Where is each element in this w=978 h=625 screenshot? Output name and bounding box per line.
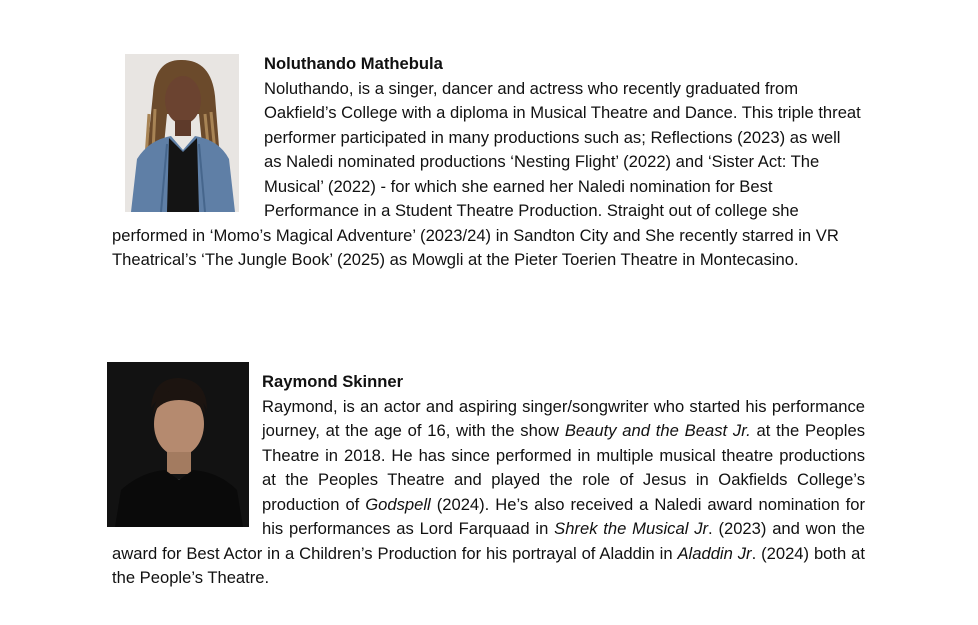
bio-name: Raymond Skinner — [262, 372, 404, 391]
bio-text: Noluthando, is a singer, dancer and actress who recently graduated from Oakfield’s College with a diploma in Musical Theatre and Dance. This triple threat performer participated in many productions such as; Reflections (2023) as well as Naledi nominated productions ‘Nesting Flight’ (2022) and ‘Sister Act: The Musical’ (2022) - for which she earned her Naledi nomination for Best Performance in a Student Theatre Production. Straight out of college she performed in ‘Momo’s Magical Adventure’ (2023/24) in Sandton City and She recently starred in VR Theatrical’s ‘The Jungle Book’ (2025) as Mowgli at the Pieter Toerien Theatre in Montecasino. — [112, 78, 861, 269]
bio-raymond — [112, 370, 865, 591]
bio-text-segment: . (2024) both at the People’s Theatre. — [112, 543, 865, 587]
bio-name: Noluthando Mathebula — [264, 54, 443, 73]
show-title: Shrek the Musical Jr — [554, 519, 709, 538]
portrait-photo-noluthando — [125, 54, 239, 212]
bio-text-segment: at the Peoples Theatre in 2018. He has since performed in multiple musical theatre productions at the Peoples Theatre and played the role of Jesus in Oakfields College’s production of — [262, 421, 865, 514]
bio-text-segment: Raymond, is an actor and aspiring singer/songwriter who started his performance journey, at the age of 16, with the show — [262, 396, 865, 440]
show-title: Aladdin Jr — [677, 543, 752, 563]
bio-text-segment: . (2023) and won the award for Best Actor in a Children’s Production for his portrayal of Aladdin in — [112, 519, 865, 563]
bio-noluthando — [112, 52, 862, 273]
portrait-photo-raymond — [107, 362, 249, 527]
show-title: Beauty and the Beast Jr. — [564, 421, 751, 440]
portrait-illustration — [125, 54, 239, 212]
bio-text-segment: (2024). He’s also received a Naledi award nomination for his performances as Lord Farquaad in — [262, 494, 865, 538]
portrait-illustration — [107, 362, 249, 527]
show-title: Godspell — [365, 494, 431, 514]
